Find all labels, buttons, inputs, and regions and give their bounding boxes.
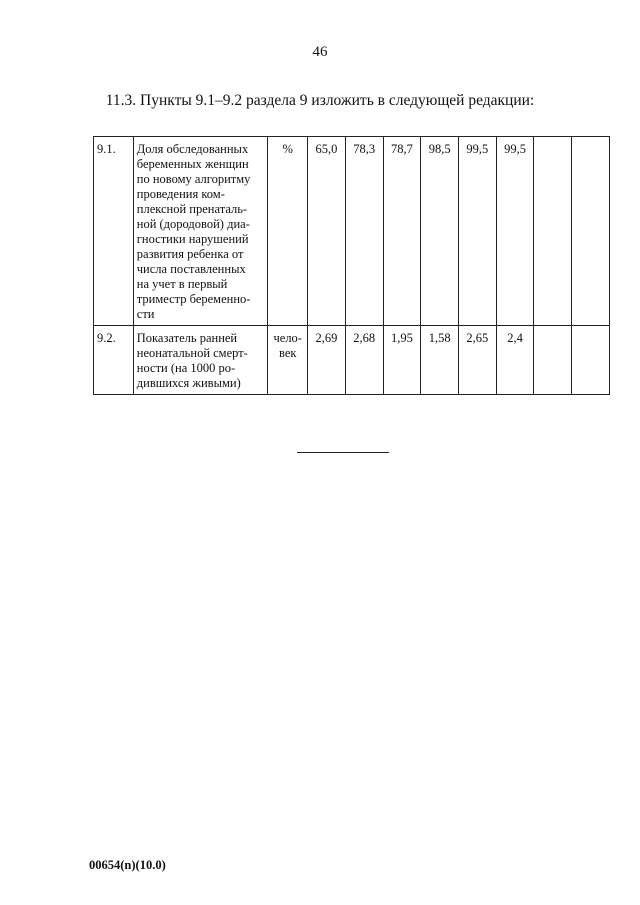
value-cell: 78,3 [345, 137, 383, 326]
value-cell: 65,0 [308, 137, 346, 326]
unit-cell [268, 326, 308, 395]
value-cell: 98,5 [421, 137, 459, 326]
value-cell: 99,5 [496, 137, 534, 326]
value-cell: 2,68 [345, 326, 383, 395]
separator-line [297, 452, 389, 453]
indicators-table [93, 136, 610, 395]
unit-text: % [282, 142, 293, 156]
unit-text: чело- век [273, 331, 302, 360]
value-cell: 1,95 [383, 326, 421, 395]
value-cell: 1,58 [421, 326, 459, 395]
row-number: 9.1. [94, 137, 134, 326]
page-number: 46 [312, 44, 328, 60]
unit-cell [268, 137, 308, 326]
value-cell: 2,4 [496, 326, 534, 395]
footer-code: 00654(n)(10.0) [89, 858, 166, 872]
value-cell: 78,7 [383, 137, 421, 326]
section-heading: 11.3. Пункты 9.1–9.2 раздела 9 изложить в следующей редакции: [105, 92, 535, 109]
table-row [94, 137, 610, 326]
indicator-name [133, 326, 268, 395]
indicator-name-text: Показатель ранней неонатальной смерт- ности (на 1000 ро- дившихся живыми) [136, 331, 248, 390]
table-row [94, 326, 610, 395]
indicator-name [133, 137, 268, 326]
indicator-name-text: Доля обследованных беременных женщин по новому алгоритму проведения ком- плексной пренаталь- ной (дородовой) диа- гностики нарушений развития ребенка от числа поставленных на учет в первый триместр беременно- сти [136, 142, 251, 321]
value-cell: 99,5 [459, 137, 497, 326]
empty-cell [534, 137, 572, 326]
empty-cell [572, 326, 610, 395]
empty-cell [572, 137, 610, 326]
empty-cell [534, 326, 572, 395]
value-cell: 2,65 [459, 326, 497, 395]
row-number: 9.2. [94, 326, 134, 395]
value-cell: 2,69 [308, 326, 346, 395]
